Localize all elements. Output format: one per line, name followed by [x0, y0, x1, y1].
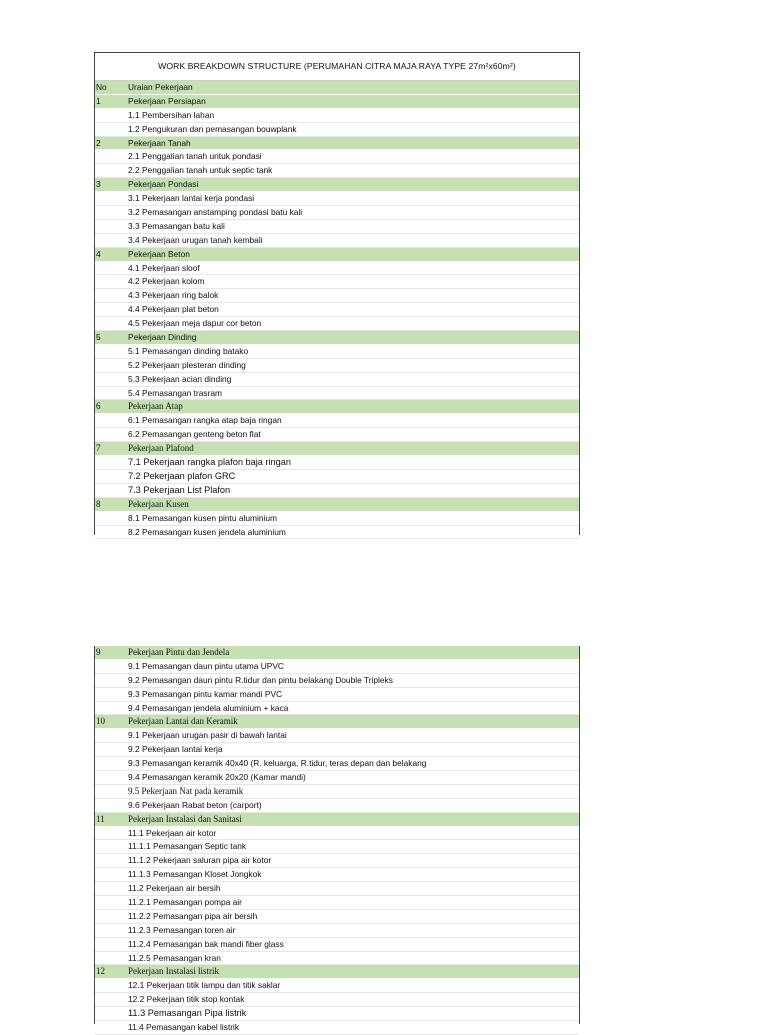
task-row	[95, 896, 579, 910]
row-description: 11.2.3 Pemasangan toren air	[128, 924, 236, 935]
row-description: 2.2 Penggalian tanah untuk septic tank	[128, 165, 273, 176]
row-description: Pekerjaan Plafond	[128, 443, 194, 454]
section-header-row	[95, 715, 579, 729]
task-row	[95, 771, 579, 785]
task-row	[95, 910, 579, 924]
row-description: 9.1 Pemasangan daun pintu utama UPVC	[128, 660, 284, 671]
task-row	[95, 192, 579, 206]
section-header-row	[95, 137, 579, 151]
row-description: 7.1 Pekerjaan rangka plafon baja ringan	[128, 457, 291, 468]
row-description: 11.1.3 Pemasangan Kloset Jongkok	[128, 869, 262, 880]
task-row	[95, 840, 579, 854]
row-description: Pekerjaan Kusen	[128, 498, 189, 509]
task-row	[95, 387, 579, 401]
document-title: WORK BREAKDOWN STRUCTURE (PERUMAHAN CITRA MAJA RAYA TYPE 27m²x60m²)	[95, 53, 579, 81]
row-description: 7.2 Pekerjaan plafon GRC	[128, 470, 236, 481]
row-description: 9.5 Pekerjaan Nat pada keramik	[128, 785, 244, 796]
section-header-row	[95, 400, 579, 414]
row-description: 4.4 Pekerjaan plat beton	[128, 304, 219, 315]
row-description: 12.2 Pekerjaan titik stop kontak	[128, 994, 245, 1005]
row-description: 9.3 Pemasangan pintu kamar mandi PVC	[128, 688, 283, 699]
task-row	[95, 1007, 579, 1021]
row-description: 9.2 Pekerjaan lantai kerja	[128, 744, 223, 755]
task-row	[95, 289, 579, 303]
task-row	[95, 979, 579, 993]
section-header-row	[95, 965, 579, 979]
row-number: 9	[96, 647, 101, 657]
row-number: 6	[96, 401, 101, 412]
row-description: 3.1 Pekerjaan lantai kerja pondasi	[128, 193, 255, 204]
task-row	[95, 359, 579, 373]
task-row	[95, 164, 579, 178]
task-row	[95, 109, 579, 123]
row-description: Pekerjaan Dinding	[128, 332, 197, 343]
section-header-row	[95, 248, 579, 262]
row-description: 9.1 Pekerjaan urugan pasir di bawah lantai	[128, 730, 287, 741]
task-row	[95, 785, 579, 799]
rows-page-1	[95, 81, 579, 539]
row-description: 8.2 Pemasangan kusen jendela aluminium	[128, 526, 286, 537]
row-description: 11.2 Pekerjaan air bersih	[128, 883, 221, 894]
row-description: 9.4 Pemasangan jendela aluminium + kaca	[128, 702, 289, 713]
row-description: 3.4 Pekerjaan urugan tanah kembali	[128, 234, 263, 245]
row-description: 11.4 Pemasangan kabel listrik	[128, 1022, 240, 1033]
row-description: Pekerjaan Instalasi listrik	[128, 966, 219, 977]
task-row	[95, 799, 579, 813]
task-row	[95, 234, 579, 248]
row-number: 1	[96, 95, 101, 106]
task-row	[95, 882, 579, 896]
row-description: 5.2 Pekerjaan plesteran dinding	[128, 359, 246, 370]
task-row	[95, 702, 579, 716]
task-row	[95, 150, 579, 164]
row-description: 9.6 Pekerjaan Rabat beton (carport)	[128, 799, 262, 810]
task-row	[95, 729, 579, 743]
row-description: 11.1.1 Pemasangan Septic tank	[128, 841, 247, 852]
task-row	[95, 428, 579, 442]
row-description: Pekerjaan Lantai dan Keramik	[128, 716, 238, 727]
task-row	[95, 484, 579, 498]
task-row	[95, 123, 579, 137]
task-row	[95, 924, 579, 938]
row-description: 5.1 Pemasangan dinding batako	[128, 345, 249, 356]
task-row	[95, 220, 579, 234]
task-row	[95, 757, 579, 771]
section-header-row	[95, 178, 579, 192]
task-row	[95, 993, 579, 1007]
rows-page-2	[95, 646, 579, 1035]
task-row	[95, 512, 579, 526]
task-row	[95, 317, 579, 331]
wbs-table-page-1	[94, 52, 580, 535]
row-description: 4.2 Pekerjaan kolom	[128, 276, 205, 287]
row-description: 2.1 Penggalian tanah untuk pondasi	[128, 151, 262, 162]
row-description: Pekerjaan Pondasi	[128, 179, 199, 190]
row-description: Pekerjaan Atap	[128, 401, 183, 412]
section-header-row	[95, 95, 579, 109]
task-row	[95, 743, 579, 757]
task-row	[95, 414, 579, 428]
section-header-row	[95, 813, 579, 827]
task-row	[95, 688, 579, 702]
task-row	[95, 456, 579, 470]
row-number: 7	[96, 443, 101, 454]
row-description: 1.1 Pembersihan lahan	[128, 109, 215, 120]
row-description: 11.1 Pekerjaan air kotor	[128, 827, 217, 838]
row-description: 5.4 Pemasangan trasram	[128, 387, 223, 398]
row-number: 8	[96, 498, 101, 509]
row-description: Pekerjaan Tanah	[128, 137, 191, 148]
row-description: 8.1 Pemasangan kusen pintu aluminium	[128, 512, 277, 523]
task-row	[95, 275, 579, 289]
row-description: 6.2 Pemasangan genteng beton flat	[128, 429, 261, 440]
row-number: 10	[96, 716, 105, 727]
section-header-row	[95, 498, 579, 512]
row-number: 12	[96, 966, 105, 977]
row-number: 11	[96, 813, 105, 824]
row-description: 11.2.5 Pemasangan kran	[128, 952, 221, 963]
row-description: 11.3 Pemasangan Pipa listrik	[128, 1008, 247, 1019]
section-header-row	[95, 646, 579, 660]
section-header-row	[95, 331, 579, 345]
row-description: 6.1 Pemasangan rangka atap baja ringan	[128, 415, 282, 426]
task-row	[95, 206, 579, 220]
task-row	[95, 262, 579, 276]
row-description: Uraian Pekerjaan	[128, 82, 193, 92]
row-description: 5.3 Pekerjaan acian dinding	[128, 373, 232, 384]
row-description: 11.1.2 Pekerjaan saluran pipa air kotor	[128, 855, 272, 866]
row-description: 9.2 Pemasangan daun pintu R.tidur dan pintu belakang Double Tripleks	[128, 674, 393, 685]
row-description: 3.2 Pemasangan anstamping pondasi batu kali	[128, 207, 303, 218]
row-number: 4	[96, 248, 101, 259]
row-number: 5	[96, 332, 101, 343]
task-row	[95, 938, 579, 952]
row-description: Pekerjaan Instalasi dan Sanitasi	[128, 813, 242, 824]
row-description: Pekerjaan Persiapan	[128, 95, 206, 106]
section-header-row	[95, 442, 579, 456]
row-description: 3.3 Pemasangan batu kali	[128, 220, 225, 231]
row-description: 12.1 Pekerjaan titik lampu dan titik saklar	[128, 980, 281, 991]
task-row	[95, 373, 579, 387]
task-row	[95, 345, 579, 359]
task-row	[95, 868, 579, 882]
row-number: No	[96, 82, 107, 92]
row-description: 4.1 Pekerjaan sloof	[128, 262, 200, 273]
wbs-table-page-2	[94, 646, 580, 1033]
task-row	[95, 526, 579, 540]
row-description: 11.2.1 Pemasangan pompa air	[128, 897, 242, 908]
row-description: 11.2.4 Pemasangan bak mandi fiber glass	[128, 938, 284, 949]
row-description: 7.3 Pekerjaan List Plafon	[128, 484, 231, 495]
task-row	[95, 674, 579, 688]
task-row	[95, 470, 579, 484]
task-row	[95, 1021, 579, 1035]
row-description: 1.2 Pengukuran dan pemasangan bouwplank	[128, 123, 297, 134]
section-header-row	[95, 81, 579, 95]
row-description: 9.4 Pemasangan keramik 20x20 (Kamar mandi)	[128, 772, 306, 783]
row-description: Pekerjaan Pintu dan Jendela	[128, 647, 230, 657]
row-number: 2	[96, 137, 101, 148]
task-row	[95, 854, 579, 868]
row-description: 4.3 Pekerjaan ring balok	[128, 290, 219, 301]
row-description: 4.5 Pekerjaan meja dapur cor beton	[128, 318, 262, 329]
row-description: Pekerjaan Beton	[128, 248, 190, 259]
row-description: 11.2.2 Pemasangan pipa air bersih	[128, 910, 258, 921]
task-row	[95, 303, 579, 317]
task-row	[95, 660, 579, 674]
task-row	[95, 827, 579, 841]
row-number: 3	[96, 179, 101, 190]
row-description: 9.3 Pemasangan keramik 40x40 (R. keluarga, R.tidur, teras depan dan belakang	[128, 758, 427, 769]
task-row	[95, 952, 579, 966]
